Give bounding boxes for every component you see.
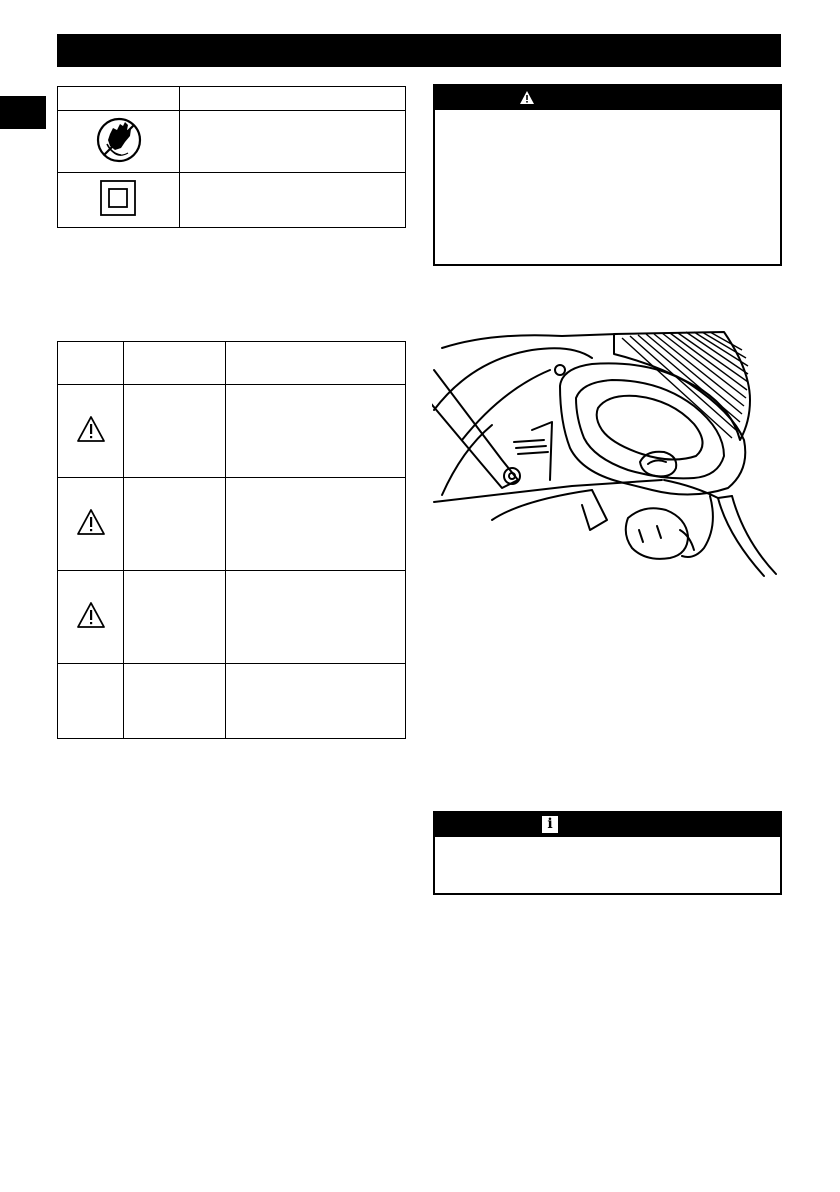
table-divider xyxy=(179,87,180,227)
info-icon: i xyxy=(542,816,558,833)
note-callout xyxy=(433,811,782,895)
warning-callout-header xyxy=(435,86,780,110)
table-divider xyxy=(123,342,124,738)
warning-triangle-icon xyxy=(76,415,106,443)
note-callout-header xyxy=(435,813,780,837)
table-divider xyxy=(58,172,405,173)
no-touch-hand-icon xyxy=(95,114,143,166)
warning-callout xyxy=(433,84,782,266)
warning-triangle-icon xyxy=(519,90,535,105)
warning-triangle-icon xyxy=(76,601,106,629)
table-divider xyxy=(58,384,405,385)
table-divider xyxy=(225,342,226,738)
extension-cord-retainer-illustration xyxy=(432,330,778,578)
table-divider xyxy=(58,110,405,111)
double-insulation-square-icon xyxy=(98,178,138,218)
table-divider xyxy=(58,570,405,571)
page-header-bar xyxy=(57,34,781,67)
warning-triangle-icon xyxy=(76,508,106,536)
language-side-tab xyxy=(0,96,46,129)
table-divider xyxy=(58,477,405,478)
table-divider xyxy=(58,663,405,664)
hazard-table xyxy=(57,341,406,739)
symbol-table xyxy=(57,86,406,228)
